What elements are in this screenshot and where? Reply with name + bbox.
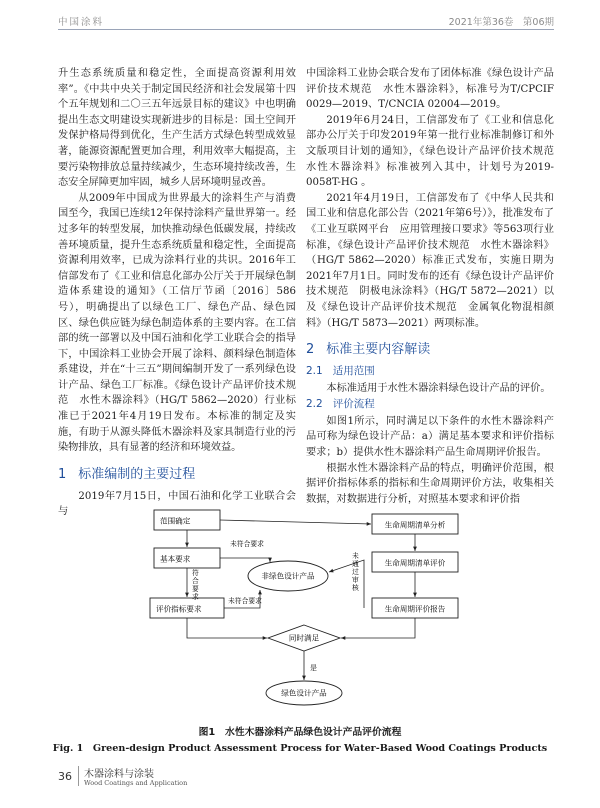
- paragraph: 2019年7月15日，中国石油和化学工业联合会与: [58, 490, 296, 518]
- index-req-label: 评价指标要求: [156, 604, 202, 614]
- heading-text: 适用范围: [332, 365, 375, 378]
- heading-number: 2.1: [306, 365, 323, 378]
- section-heading: [58, 466, 296, 484]
- subsection-heading: [306, 397, 554, 413]
- footer-divider: [78, 766, 79, 786]
- paragraph: 2021年4月19日，工信部发布了《中华人民共和国工业和信息化部公告（2021年第6号）》，批准发布了《工业互联网平台 应用管理接口要求》等563项行业标准，《绿色设计产品评价技术规范 水性木器涂料》（HG/T 5862—2020）标准正式发布，实施日期为2021年7月1日。同时发布的还有《绿色设计产品评价技术规范 阴极电泳涂料》（HG/T 5872—2021）以及《绿色设计产品评价技术规范 金属氧化物混相颜料》（HG/T 5873—2021）两项标准。: [306, 192, 554, 329]
- heading-text: 标准编制的主要过程: [78, 466, 196, 482]
- journal-name: 中国涂料: [58, 17, 105, 28]
- heading-number: 2: [306, 342, 315, 358]
- issue-info: 2021年第36卷 第06期: [448, 17, 554, 28]
- not-meet-label-2: 未符合要求: [228, 597, 262, 605]
- scope-label: 范围确定: [160, 516, 191, 526]
- yes-label: 是: [310, 664, 317, 672]
- not-meet-label-1: 未符合要求: [230, 540, 264, 548]
- page-number: 36: [58, 770, 72, 783]
- heading-number: 2.2: [306, 398, 323, 411]
- left-column: [58, 66, 296, 520]
- nongreen-label: 非绿色设计产品: [261, 571, 315, 581]
- not-pass-label: 未通过审核: [352, 552, 359, 592]
- heading-text: 评价流程: [332, 398, 375, 411]
- paragraph: 根据水性木器涂料产品的特点，明确评价范围，根据评价指标体系的指标和生命周期评价方法，收集相关数据，对数据进行分析，对照基本要求和评价指: [306, 462, 554, 505]
- heading-number: 1: [58, 466, 67, 482]
- paragraph: 中国涂料工业协会联合发布了团体标准《绿色设计产品评价技术规范 水性木器涂料》，标准号为T/CPCIF 0029—2019、T/CNCIA 02004—2019。: [306, 68, 554, 111]
- flowchart: [120, 496, 490, 718]
- figure-caption-cn: 图1 水性木器涂料产品绿色设计产品评价流程: [198, 727, 402, 738]
- paragraph: 如图1所示，同时满足以下条件的水性木器涂料产品可称为绿色设计产品：a）满足基本要求和评价指标要求；b）提供水性木器涂料产品生命周期评价报告。: [306, 415, 554, 459]
- section-heading: [306, 341, 554, 359]
- paragraph: 从2009年中国成为世界最大的涂料生产与消费国至今，我国已连续12年保持涂料产量世界第一。经过多年的转型发展，加快推动绿色低碳发展，持续改善环境质量，提升生态系统质量和稳定性，全面提高资源利用效率，已成为涂料行业的共识。2016年工信部发布了《工业和信息化部办公厅关于开展绿色制造体系建设的通知》（工信厅节函〔2016〕586号），明确提出了以绿色工厂、绿色产品、绿色园区、绿色供应链为绿色制造体系的主要内容。在工信部的统一部署以及中国石油和化学工业联合会的指导下，中国涂料工业协会开展了涂料、颜料绿色制造体系建设，并在“十三五”期间编制开发了一系列绿色设计产品、绿色工厂标准。《绿色设计产品评价技术规范 水性木器涂料》（HG/T 5862—2020）行业标准已于2021年4月19日发布。本标准的制定及实施，有助于从源头降低木器涂料及家具制造行业的污染物排放，具有显著的经济和环境效益。: [58, 192, 296, 454]
- basic-req-label: 基本要求: [160, 554, 191, 564]
- figure-caption-en: Fig. 1 Green-design Product Assessment Process for Water-Based Wood Coatings Products: [52, 743, 548, 754]
- paragraph: 本标准适用于水性木器涂料绿色设计产品的评价。: [326, 382, 551, 394]
- heading-text: 标准主要内容解读: [326, 342, 431, 358]
- footer-journal-cn: 木器涂料与涂装: [84, 769, 154, 780]
- green-label: 绿色设计产品: [281, 688, 327, 698]
- decision-label: 同时满足: [288, 633, 320, 643]
- paragraph: 2019年6月24日，工信部发布了《工业和信息化部办公厅关于印发2019年第一批行业标准制修订和外文版项目计划的通知》，《绿色设计产品评价技术规范 水性木器涂料》标准被列入其中，计划号为2019-0058T-HG 。: [306, 114, 565, 189]
- lca-inventory-label: 生命周期清单分析: [384, 520, 446, 530]
- header-rule: [58, 29, 554, 30]
- paragraph: 升生态系统质量和稳定性，全面提高资源利用效率”。《中共中央关于制定国民经济和社会发展第十四个五年规划和二〇三五年远景目标的建议》中也明确提出生态文明建设实现新进步的目标是：国土空间开发保护格局得到优化，生产生活方式绿色转型成效显著，能源资源配置更加合理，利用效率大幅提高，主要污染物排放总量持续减少，生态环境持续改善，生态安全屏障更加牢固，城乡人居环境明显改善。: [58, 68, 296, 189]
- subsection-heading: [306, 364, 554, 380]
- footer-journal-en: Wood Coatings and Application: [84, 779, 188, 787]
- meet-label: 符合要求: [192, 569, 199, 601]
- right-column: [306, 66, 565, 507]
- lca-report-label: 生命周期评价报告: [384, 604, 446, 614]
- lca-eval-label: 生命周期清单评价: [384, 558, 446, 568]
